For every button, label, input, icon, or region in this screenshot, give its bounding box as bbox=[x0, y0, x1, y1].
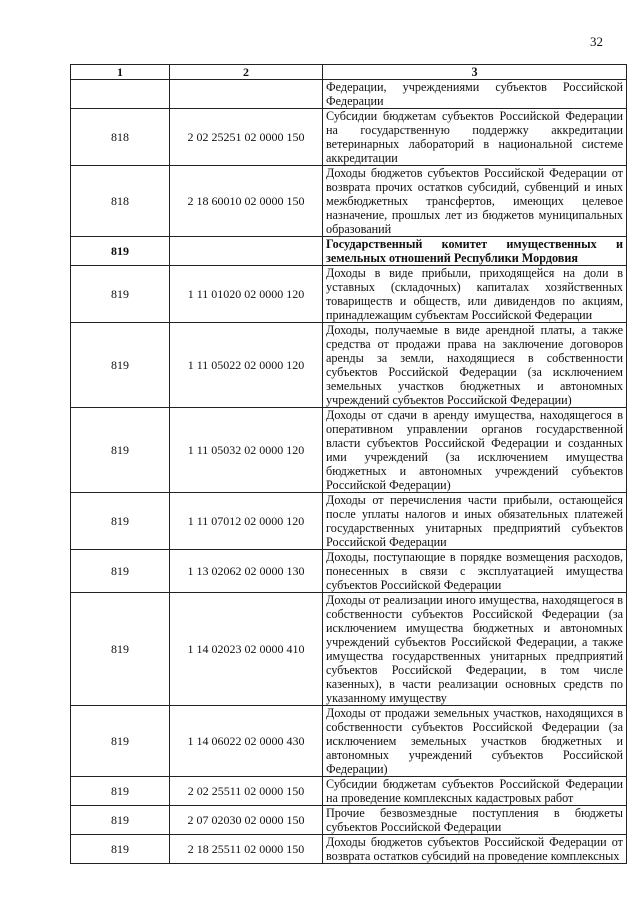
table-row bbox=[71, 493, 627, 550]
admin-code-cell: 819 bbox=[71, 706, 170, 777]
table-row bbox=[71, 237, 627, 266]
revenue-name-cell: Доходы в виде прибыли, приходящейся на доли в уставных (складочных) капиталах хозяйственных товариществ и обществ, или дивидендов по акциям, принадлежащим субъектам Российской Федерации bbox=[323, 266, 627, 323]
budget-code-cell: 2 18 60010 02 0000 150 bbox=[170, 166, 323, 237]
revenue-name-cell: Доходы от продажи земельных участков, находящихся в собственности субъектов Российской Федерации (за исключением земельных участков бюджетных и автономных учреждений субъектов Российской Федерации) bbox=[323, 706, 627, 777]
admin-code-cell: 819 bbox=[71, 323, 170, 408]
budget-code-cell bbox=[170, 80, 323, 109]
budget-code-cell: 2 07 02030 02 0000 150 bbox=[170, 806, 323, 835]
budget-code-cell: 1 14 06022 02 0000 430 bbox=[170, 706, 323, 777]
table-row bbox=[71, 706, 627, 777]
table-row bbox=[71, 109, 627, 166]
admin-code-cell: 819 bbox=[71, 550, 170, 593]
table-row bbox=[71, 835, 627, 864]
budget-code-cell: 1 14 02023 02 0000 410 bbox=[170, 593, 323, 706]
header-col-3: 3 bbox=[323, 65, 627, 80]
admin-code-cell: 819 bbox=[71, 408, 170, 493]
admin-code-cell: 818 bbox=[71, 166, 170, 237]
revenue-name-cell: Государственный комитет имущественных и земельных отношений Республики Мордовия bbox=[323, 237, 627, 266]
budget-code-cell bbox=[170, 237, 323, 266]
revenue-name-cell: Доходы от перечисления части прибыли, остающейся после уплаты налогов и иных обязательных платежей государственных унитарных предприятий субъектов Российской Федерации bbox=[323, 493, 627, 550]
revenue-name-cell: Доходы бюджетов субъектов Российской Федерации от возврата остатков субсидий на проведение комплексных bbox=[323, 835, 627, 864]
budget-revenue-table bbox=[70, 64, 627, 864]
table-row bbox=[71, 408, 627, 493]
page-number: 32 bbox=[590, 34, 603, 49]
table-row bbox=[71, 323, 627, 408]
table-header-row bbox=[71, 65, 627, 80]
revenue-name-cell: Субсидии бюджетам субъектов Российской Федерации на проведение комплексных кадастровых работ bbox=[323, 777, 627, 806]
table-row bbox=[71, 166, 627, 237]
admin-code-cell: 819 bbox=[71, 835, 170, 864]
revenue-name-cell: Прочие безвозмездные поступления в бюджеты субъектов Российской Федерации bbox=[323, 806, 627, 835]
header-col-2: 2 bbox=[170, 65, 323, 80]
admin-code-cell: 819 bbox=[71, 237, 170, 266]
budget-code-cell: 2 02 25511 02 0000 150 bbox=[170, 777, 323, 806]
table-row bbox=[71, 80, 627, 109]
budget-code-cell: 2 18 25511 02 0000 150 bbox=[170, 835, 323, 864]
budget-code-cell: 1 11 05022 02 0000 120 bbox=[170, 323, 323, 408]
admin-code-cell: 819 bbox=[71, 777, 170, 806]
revenue-name-cell: Доходы бюджетов субъектов Российской Федерации от возврата прочих остатков субсидий, субвенций и иных межбюджетных трансфертов, имеющих целевое назначение, прошлых лет из бюджетов муниципальных образований bbox=[323, 166, 627, 237]
table-row bbox=[71, 593, 627, 706]
admin-code-cell: 819 bbox=[71, 493, 170, 550]
revenue-name-cell: Субсидии бюджетам субъектов Российской Федерации на государственную поддержку аккредитации ветеринарных лабораторий в национальной системе аккредитации bbox=[323, 109, 627, 166]
budget-code-cell: 2 02 25251 02 0000 150 bbox=[170, 109, 323, 166]
table-row bbox=[71, 266, 627, 323]
revenue-name-cell: Доходы, получаемые в виде арендной платы, а также средства от продажи права на заключение договоров аренды за земли, находящиеся в собственности субъектов Российской Федерации (за исключением земельных участков бюджетных и автономных учреждений субъектов Российской Федерации) bbox=[323, 323, 627, 408]
admin-code-cell: 819 bbox=[71, 593, 170, 706]
budget-code-cell: 1 11 05032 02 0000 120 bbox=[170, 408, 323, 493]
revenue-name-cell: Федерации, учреждениями субъектов Российской Федерации bbox=[323, 80, 627, 109]
admin-code-cell bbox=[71, 80, 170, 109]
admin-code-cell: 819 bbox=[71, 266, 170, 323]
revenue-name-cell: Доходы от реализации иного имущества, находящегося в собственности субъектов Российской Федерации (за исключением имущества бюджетных и автономных учреждений субъектов Российской Федерации, а также имущества государственных унитарных предприятий субъектов Российской Федерации, в том числе казенных), в части реализации основных средств по указанному имуществу bbox=[323, 593, 627, 706]
budget-code-cell: 1 11 01020 02 0000 120 bbox=[170, 266, 323, 323]
budget-code-cell: 1 13 02062 02 0000 130 bbox=[170, 550, 323, 593]
revenue-name-cell: Доходы, поступающие в порядке возмещения расходов, понесенных в связи с эксплуатацией имущества субъектов Российской Федерации bbox=[323, 550, 627, 593]
table-row bbox=[71, 806, 627, 835]
budget-code-cell: 1 11 07012 02 0000 120 bbox=[170, 493, 323, 550]
admin-code-cell: 818 bbox=[71, 109, 170, 166]
header-col-1: 1 bbox=[71, 65, 170, 80]
table-row bbox=[71, 550, 627, 593]
table-row bbox=[71, 777, 627, 806]
admin-code-cell: 819 bbox=[71, 806, 170, 835]
revenue-name-cell: Доходы от сдачи в аренду имущества, находящегося в оперативном управлении органов государственной власти субъектов Российской Федерации и созданных ими учреждений (за исключением имущества бюджетных и автономных учреждений субъектов Российской Федерации) bbox=[323, 408, 627, 493]
